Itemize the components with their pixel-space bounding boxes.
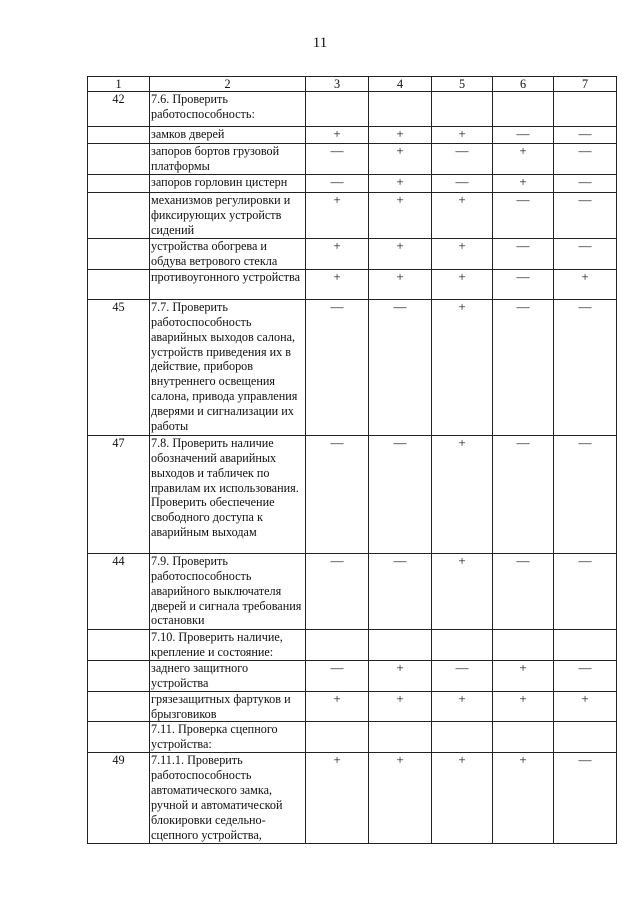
row-number-cell xyxy=(88,239,150,270)
mark-cell-col-5: + xyxy=(432,435,493,553)
mark-cell-col-6: + xyxy=(493,144,554,175)
row-number-cell: 44 xyxy=(88,553,150,629)
mark-cell-col-7: — xyxy=(554,660,617,691)
row-number-cell: 45 xyxy=(88,299,150,435)
requirement-text-cell: запоров бортов грузовой платформы xyxy=(150,144,306,175)
inspection-table xyxy=(87,76,617,844)
row-number-cell xyxy=(88,269,150,299)
mark-cell-col-6 xyxy=(493,92,554,127)
requirement-text-cell: заднего защитного устройства xyxy=(150,660,306,691)
mark-cell-col-5: + xyxy=(432,193,493,239)
mark-cell-col-3: + xyxy=(306,127,369,144)
header-cell-7: 7 xyxy=(554,77,617,92)
mark-cell-col-5 xyxy=(432,722,493,753)
mark-cell-col-7: — xyxy=(554,553,617,629)
mark-cell-col-3: — xyxy=(306,299,369,435)
requirement-text-cell: 7.8. Проверить наличие обозначений аварийных выходов и табличек по правилам их использования. Проверить обеспечение свободного доступа к аварийным выходам xyxy=(150,435,306,553)
mark-cell-col-5: + xyxy=(432,691,493,722)
requirement-text-cell: 7.11.1. Проверить работоспособность автоматического замка, ручной и автоматической блокировки седельно-сцепного устройства, xyxy=(150,753,306,843)
mark-cell-col-4: + xyxy=(369,175,432,193)
mark-cell-col-6 xyxy=(493,722,554,753)
mark-cell-col-7: + xyxy=(554,691,617,722)
mark-cell-col-4: + xyxy=(369,193,432,239)
row-number-cell xyxy=(88,691,150,722)
mark-cell-col-5: + xyxy=(432,127,493,144)
mark-cell-col-6: — xyxy=(493,299,554,435)
table-row xyxy=(88,553,617,629)
mark-cell-col-3: + xyxy=(306,269,369,299)
mark-cell-col-5: — xyxy=(432,144,493,175)
mark-cell-col-5: + xyxy=(432,239,493,270)
mark-cell-col-6 xyxy=(493,629,554,660)
header-cell-4: 4 xyxy=(369,77,432,92)
table-row xyxy=(88,629,617,660)
row-number-cell xyxy=(88,193,150,239)
table-row xyxy=(88,239,617,270)
table-header-row xyxy=(88,77,617,92)
mark-cell-col-5: + xyxy=(432,269,493,299)
mark-cell-col-3: — xyxy=(306,175,369,193)
mark-cell-col-6: + xyxy=(493,660,554,691)
requirement-text-cell: 7.9. Проверить работоспособность аварийного выключателя дверей и сигнала требования остановки xyxy=(150,553,306,629)
mark-cell-col-7: — xyxy=(554,239,617,270)
requirement-text-cell: запоров горловин цистерн xyxy=(150,175,306,193)
table-row xyxy=(88,193,617,239)
row-number-cell xyxy=(88,127,150,144)
mark-cell-col-6: — xyxy=(493,435,554,553)
mark-cell-col-7 xyxy=(554,722,617,753)
mark-cell-col-7: — xyxy=(554,175,617,193)
requirement-text-cell: 7.7. Проверить работоспособность аварийных выходов салона, устройств приведения их в действие, приборов внутреннего освещения салона, привода управления дверями и сигнализации их работы xyxy=(150,299,306,435)
table-row xyxy=(88,92,617,127)
row-number-cell: 42 xyxy=(88,92,150,127)
mark-cell-col-5: + xyxy=(432,753,493,843)
mark-cell-col-7: + xyxy=(554,269,617,299)
table-row xyxy=(88,722,617,753)
mark-cell-col-7: — xyxy=(554,144,617,175)
mark-cell-col-4: — xyxy=(369,435,432,553)
row-number-cell: 47 xyxy=(88,435,150,553)
table-row xyxy=(88,127,617,144)
requirement-text-cell: противоугонного устройства xyxy=(150,269,306,299)
mark-cell-col-3 xyxy=(306,92,369,127)
mark-cell-col-3: + xyxy=(306,691,369,722)
mark-cell-col-5: + xyxy=(432,553,493,629)
row-number-cell xyxy=(88,660,150,691)
mark-cell-col-6: — xyxy=(493,269,554,299)
mark-cell-col-5 xyxy=(432,92,493,127)
mark-cell-col-6: + xyxy=(493,691,554,722)
requirement-text-cell: 7.10. Проверить наличие, крепление и состояние: xyxy=(150,629,306,660)
mark-cell-col-7: — xyxy=(554,127,617,144)
mark-cell-col-4: — xyxy=(369,553,432,629)
mark-cell-col-6: — xyxy=(493,193,554,239)
requirement-text-cell: устройства обогрева и обдува ветрового стекла xyxy=(150,239,306,270)
row-number-cell xyxy=(88,175,150,193)
table-row xyxy=(88,144,617,175)
table-row xyxy=(88,660,617,691)
mark-cell-col-6: + xyxy=(493,175,554,193)
row-number-cell xyxy=(88,722,150,753)
mark-cell-col-7: — xyxy=(554,753,617,843)
mark-cell-col-3: — xyxy=(306,144,369,175)
table-row xyxy=(88,299,617,435)
requirement-text-cell: замков дверей xyxy=(150,127,306,144)
mark-cell-col-3 xyxy=(306,629,369,660)
mark-cell-col-4 xyxy=(369,629,432,660)
requirement-text-cell: 7.6. Проверить работоспособность: xyxy=(150,92,306,127)
mark-cell-col-5: + xyxy=(432,299,493,435)
mark-cell-col-4: + xyxy=(369,660,432,691)
mark-cell-col-6: — xyxy=(493,127,554,144)
mark-cell-col-6: + xyxy=(493,753,554,843)
mark-cell-col-4: + xyxy=(369,127,432,144)
mark-cell-col-4: + xyxy=(369,269,432,299)
mark-cell-col-6: — xyxy=(493,553,554,629)
mark-cell-col-3: + xyxy=(306,193,369,239)
mark-cell-col-7 xyxy=(554,92,617,127)
mark-cell-col-5: — xyxy=(432,175,493,193)
row-number-cell xyxy=(88,629,150,660)
header-cell-3: 3 xyxy=(306,77,369,92)
mark-cell-col-4: + xyxy=(369,144,432,175)
requirement-text-cell: 7.11. Проверка сцепного устройства: xyxy=(150,722,306,753)
table-row xyxy=(88,435,617,553)
requirement-text-cell: механизмов регулировки и фиксирующих устройств сидений xyxy=(150,193,306,239)
mark-cell-col-4 xyxy=(369,92,432,127)
page-number: 11 xyxy=(312,35,328,51)
mark-cell-col-7: — xyxy=(554,435,617,553)
header-cell-6: 6 xyxy=(493,77,554,92)
mark-cell-col-5 xyxy=(432,629,493,660)
header-cell-5: 5 xyxy=(432,77,493,92)
mark-cell-col-4: — xyxy=(369,299,432,435)
mark-cell-col-3: + xyxy=(306,239,369,270)
mark-cell-col-4 xyxy=(369,722,432,753)
row-number-cell: 49 xyxy=(88,753,150,843)
table-row xyxy=(88,269,617,299)
table-row xyxy=(88,691,617,722)
mark-cell-col-5: — xyxy=(432,660,493,691)
requirement-text-cell: грязезащитных фартуков и брызговиков xyxy=(150,691,306,722)
header-cell-1: 1 xyxy=(88,77,150,92)
mark-cell-col-3: — xyxy=(306,435,369,553)
table-row xyxy=(88,753,617,843)
mark-cell-col-3: — xyxy=(306,553,369,629)
row-number-cell xyxy=(88,144,150,175)
mark-cell-col-3: — xyxy=(306,660,369,691)
mark-cell-col-7: — xyxy=(554,193,617,239)
mark-cell-col-4: + xyxy=(369,691,432,722)
mark-cell-col-6: — xyxy=(493,239,554,270)
mark-cell-col-7 xyxy=(554,629,617,660)
mark-cell-col-7: — xyxy=(554,299,617,435)
mark-cell-col-3: + xyxy=(306,753,369,843)
mark-cell-col-3 xyxy=(306,722,369,753)
table-row xyxy=(88,175,617,193)
mark-cell-col-4: + xyxy=(369,239,432,270)
header-cell-2: 2 xyxy=(150,77,306,92)
mark-cell-col-4: + xyxy=(369,753,432,843)
